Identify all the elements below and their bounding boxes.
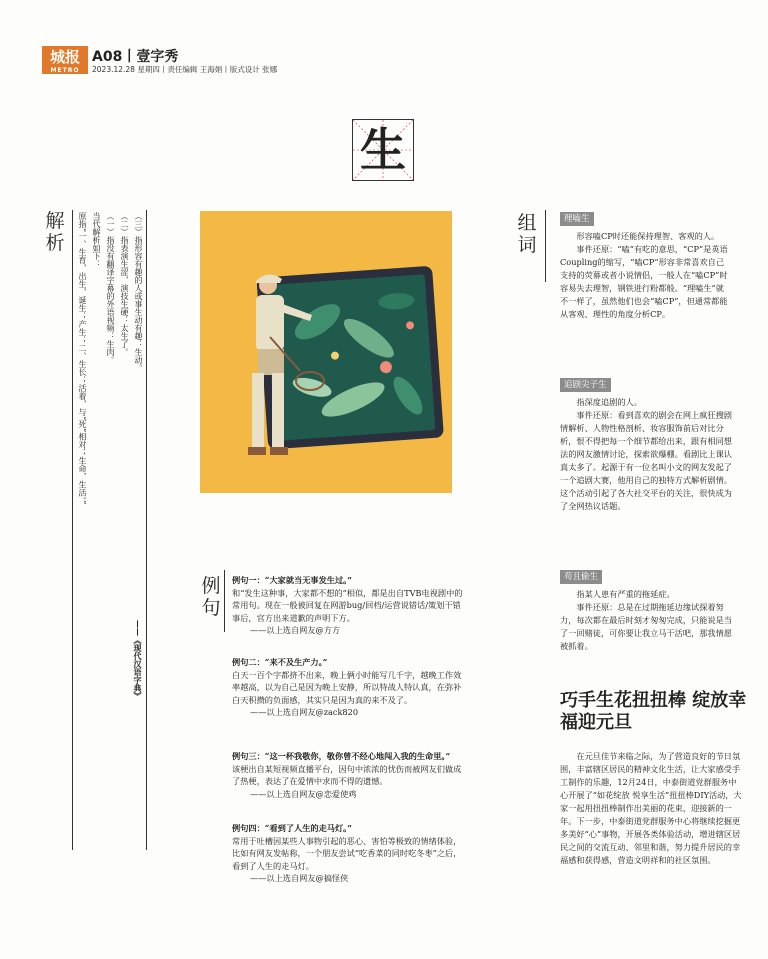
example-1 bbox=[232, 574, 464, 637]
example-1-source: ——以上选自网友@方方 bbox=[250, 625, 341, 635]
analysis-rule-left bbox=[72, 210, 73, 850]
brand-sub: METRO bbox=[50, 67, 80, 74]
analysis-rule-right bbox=[146, 210, 147, 850]
example-3 bbox=[232, 750, 464, 800]
feature-char: 生 bbox=[360, 123, 406, 177]
brand-logo bbox=[42, 46, 88, 74]
feature-char-box bbox=[352, 119, 414, 181]
term-body-3 bbox=[560, 588, 732, 653]
analysis-col-5: （三）指形容有趣的人或事生动有趣：生动。 bbox=[134, 212, 143, 372]
terms-title: 组词 bbox=[517, 212, 537, 256]
examples-rule bbox=[224, 570, 225, 632]
analysis-col-3: （一）指没有翻译字幕的外语视频：生肉。 bbox=[106, 212, 115, 364]
examples-title: 例句 bbox=[201, 575, 221, 619]
terms-rule bbox=[545, 210, 546, 282]
news-body: 在元旦佳节来临之际，为了营造良好的节日氛围，丰富辖区居民的精神文化生活，让大家感受手工制作的乐趣，12月24日，中泰街道党群服务中心开展了“如花绽放 悦享生活”扭扭棒DIY活动，大家一起用扭扭棒制作出美丽的花束，迎接新的一年。下一步，中泰街道党群服务中心将继续挖掘更多美好“心”事物，开展各类体验活动，增进辖区居民之间的交流互动、邻里和谐，努力提升居民的幸福感和获得感，营造文明祥和的社区氛围。 bbox=[560, 751, 742, 865]
term-1-para-2: 事件还原：“嗑”有吃的意思，“CP”是英语Coupling的缩写，“嗑CP”形容非常喜欢自己支持的荧幕或者小说情侣，一般人在“嗑CP”时容易失去理智，钢铁进行粉都般。“理嗑生”就不一样了，虽然他们也会“嗑CP”，但通常都能从客观、理性的角度分析CP。 bbox=[560, 244, 728, 319]
example-4 bbox=[232, 822, 464, 885]
example-4-source: ——以上选自网友@搞怪侠 bbox=[250, 873, 349, 883]
example-4-body: 常用于吐槽因某些人事物引起的恶心、害怕等极致的情绪体验，比如有网友发帖称，一个朋友尝试“吃香菜的同时吃冬枣”之后，看到了人生的走马灯。 bbox=[232, 835, 462, 871]
example-1-lead: 例句一：“大家就当无事发生过。” bbox=[232, 575, 352, 585]
brand-name: 城报 bbox=[49, 48, 80, 66]
analysis-source: ——《现代汉语字典》 bbox=[133, 620, 143, 700]
example-4-lead: 例句四：“看到了人生的走马灯。” bbox=[232, 823, 352, 833]
example-2-lead: 例句二：“来不及生产力。” bbox=[232, 657, 328, 667]
analysis-col-2: 当代解析如下： bbox=[92, 212, 101, 268]
term-2-para-1: 指深度追剧的人。 bbox=[576, 397, 642, 407]
term-body-2 bbox=[560, 396, 732, 513]
issue-meta: 2023.12.28 星期四丨责任编辑 王海娟丨版式设计 张娜 bbox=[92, 65, 278, 74]
example-2-body: 白天一百个字都挤不出来，晚上俩小时能写几千字，越晚工作效率越高，以为自己是因为晚上安静，所以特战人特认真，在弥补白天积攒的负面感，其实只是因为真的来不及了。 bbox=[232, 669, 462, 705]
term-label-1: 理嗑生 bbox=[560, 212, 594, 226]
illustration bbox=[200, 211, 452, 493]
term-label-2: 追剧尖子生 bbox=[560, 378, 611, 392]
term-3-para-1: 指某人患有严重的拖延症。 bbox=[576, 589, 675, 599]
term-body-1 bbox=[560, 230, 732, 321]
analysis-title: 解析 bbox=[45, 210, 65, 254]
example-2 bbox=[232, 656, 464, 719]
analysis-col-4: （二）指表演生涩，演技生硬：太生了。 bbox=[120, 212, 129, 356]
news-headline: 巧手生花扭扭棒 绽放幸福迎元旦 bbox=[560, 690, 747, 733]
term-label-3: 苟且偷生 bbox=[560, 570, 602, 584]
term-1-para-1: 形容嗑CP时还能保持理智、客观的人。 bbox=[576, 231, 720, 241]
analysis-col-1: 原指“一、生育，出生，诞生；产生；二、生长；活着，与“死”相对；生命，生活。” bbox=[78, 212, 87, 505]
example-3-lead: 例句三：“这一杯我敬你，敬你曾不经心地闯入我的生命里。” bbox=[232, 751, 451, 761]
example-1-body: 和“发生这种事，大家都不想的”相似，都是出自TVB电视剧中的常用句。现在一般被回复在网游bug/回档/运营说错话/策划干错事后，官方出来道歉的声明下方。 bbox=[232, 587, 463, 623]
example-2-source: ——以上选自网友@zack820 bbox=[250, 707, 359, 717]
example-3-body: 该梗出自某短视频直播平台，因句中浓浓的忧伤而被网友们做成了热梗，表达了在爱情中求而不得的遗憾。 bbox=[232, 763, 462, 786]
term-2-para-2: 事件还原：看到喜欢的剧会在网上疯狂搜剧情解析、人物性格剖析、妆容服饰前后对比分析，恨不得把每一个细节都给出来，跟有相同想法的网友激情讨论，探索欲爆棚。看剧比上课认真太多了。起源于有一位名叫小文的网友发起了一个追剧大赛，他用自己的独特方式解析剧情。这个活动引起了各大社交平台的关注，很快成为了全网热议话题。 bbox=[560, 410, 732, 511]
term-3-para-2: 事件还原：总是在过期拖延边缘试探着努力，每次都在最后时刻才匆匆完成，只能说是当了一回赌徒，可你要让我立马干活吧，那我情愿被抓着。 bbox=[560, 602, 732, 651]
example-3-source: ——以上选自网友@恋爱使鸡 bbox=[250, 788, 357, 799]
page-number: A08丨壹字秀 bbox=[92, 49, 179, 65]
